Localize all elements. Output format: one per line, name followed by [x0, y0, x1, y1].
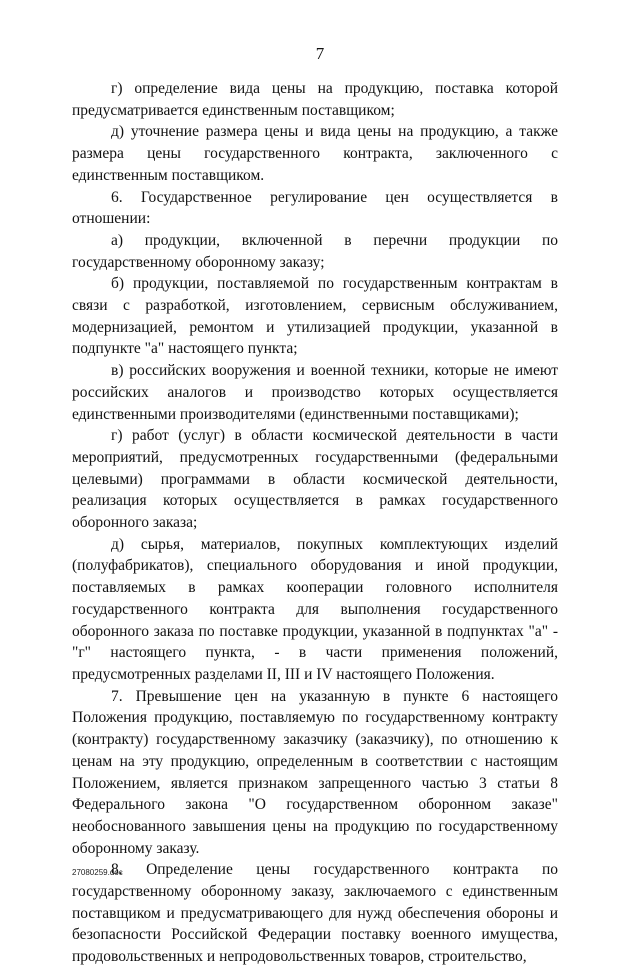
paragraph-item-6-a: а) продукции, включенной в перечни продукции по государственному оборонному заказу;	[72, 231, 558, 271]
paragraph-item-6-g: г) работ (услуг) в области космической деятельности в части мероприятий, предусмотренных государственными (федеральными целевыми) программами в области космической деятельности, реализация которых осуществляется в рамках государственного оборонного заказа;	[72, 427, 558, 532]
paragraph-item-7: 7. Превышение цен на указанную в пункте 6 настоящего Положения продукцию, поставляемую по государственному контракту (контракту) государственному заказчику (заказчику), по отношению к ценам на эту продукцию, определенным в соответствии с настоящим Положением, является признаком запрещенного частью 3 статьи 8 Федерального закона "О государственном оборонном заказе" необоснованного завышения цены на продукцию по государственному оборонному заказу.	[72, 687, 558, 857]
paragraph-subitem-g-price-type: г) определение вида цены на продукцию, поставка которой предусматривается единственным поставщиком;	[72, 80, 558, 119]
paragraph-subitem-d-price-clarification: д) уточнение размера цены и вида цены на продукцию, а также размера цены государственного контракта, заключенного с единственным поставщиком.	[72, 123, 558, 184]
paragraph-item-6-d: д) сырья, материалов, покупных комплектующих изделий (полуфабрикатов), специального оборудования и иной продукции, поставляемых в рамках кооперации головного исполнителя государственного контракта для выполнения государственного оборонного заказа по поставке продукции, указанной в подпунктах "а" - "г" настоящего пункта, - в части применения положений, предусмотренных разделами II, III и IV настоящего Положения.	[72, 535, 558, 683]
page-number: 7	[315, 44, 325, 63]
paragraph-item-6-b: б) продукции, поставляемой по государственным контрактам в связи с разработкой, изготовлением, сервисным обслуживанием, модернизацией, ремонтом и утилизацией продукции, указанной в подпункте "а" настоящего пункта;	[72, 275, 558, 358]
document-body	[72, 78, 558, 968]
paragraph-item-8: 8. Определение цены государственного контракта по государственному оборонному заказу, заключаемого с единственным поставщиком и предусматривающего для нужд обеспечения обороны и безопасности Российской Федерации поставку военного имущества, продовольственных и непродовольственных товаров, строительство,	[72, 861, 558, 966]
footer-file-name: 27080259.doc	[72, 868, 123, 877]
paragraph-item-6-heading: 6. Государственное регулирование цен осуществляется в отношении:	[72, 188, 558, 228]
paragraph-item-6-v: в) российских вооружения и военной техники, которые не имеют российских аналогов и производство которых осуществляется единственными производителями (единственными поставщиками);	[72, 362, 558, 423]
